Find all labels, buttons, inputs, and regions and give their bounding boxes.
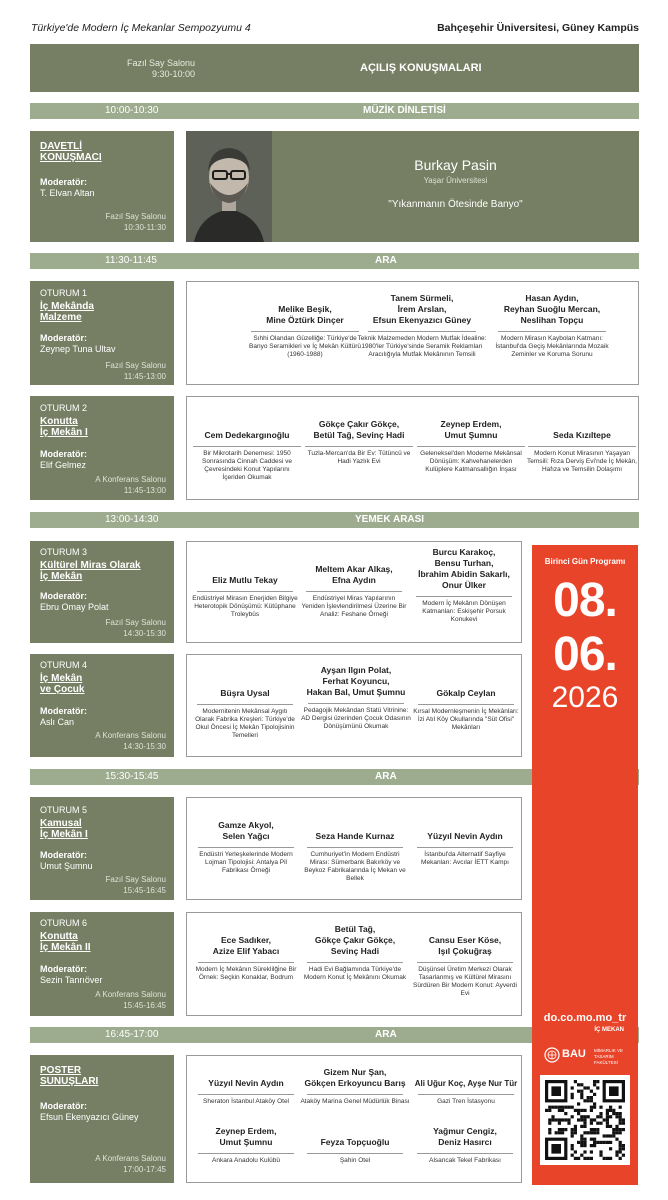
session-talks — [186, 654, 522, 757]
poster-authors: Yüzyıl Nevin Aydın — [208, 1078, 284, 1088]
talk-speakers: Ayşan Ilgın Polat, Ferhat Koyuncu, Hakan Bal, Umut Şumnu — [306, 665, 406, 697]
talk-title: Cumhuriyet'in Modern Endüstri Mirası: Sümerbank Bakırköy ve Beykoz Fabrikalarında İç Mekan ve Bellek — [304, 851, 406, 882]
poster-authors: Gizem Nur Şan, Gökçen Erkoyuncu Barış — [304, 1067, 406, 1088]
session-venue: A Konferans Salonu — [95, 475, 166, 484]
talk-title: Kırsal Modernleşmenin İç Mekânları: İzi Atıl Köy Okullarında "Süt Ofisi" Mekânları — [413, 708, 519, 731]
talk-divider — [305, 446, 413, 447]
keynote-info — [30, 131, 174, 242]
session-title-1: Konutta — [40, 416, 78, 427]
event-venue: Bahçeşehir Üniversitesi, Güney Kampüs — [437, 22, 639, 34]
keynote-moderator-label: Moderatör: — [40, 177, 87, 187]
music-time: 10:00-10:30 — [105, 105, 159, 116]
faculty-name — [594, 1048, 632, 1066]
session-moderator: Ebru Omay Polat — [40, 602, 109, 612]
session-time: 11:45-13:00 — [123, 486, 166, 495]
poster-item — [192, 1078, 300, 1106]
session-time: 14:30-15:30 — [123, 629, 166, 638]
poster-venue: A Konferans Salonu — [95, 1154, 166, 1163]
date-month: 06. — [553, 628, 617, 681]
session-venue-time — [95, 730, 166, 752]
talk-speakers: Eliz Mutlu Tekay — [212, 575, 278, 585]
talk-title: Düşünsel Üretim Merkezi Olarak Tasarlanmış ve Kültürel Mirasını Sürdüren Bir Modern Konut: Ayverdi Evi — [413, 966, 517, 997]
talk-title: Modernitenin Mekânsal Aygıtı Olarak Fabrika Kreşleri: Türkiye'de Okul Öncesi İç Mekân Tipolojisinin Temelleri — [195, 708, 295, 739]
break-label: ARA — [375, 771, 397, 782]
talk-speakers: Gökçe Çakır Gökçe, Betül Tağ, Sevinç Hadi — [313, 419, 405, 440]
talk-speakers: Tanem Sürmeli, İrem Arslan, Efsun Ekenyazıcı Güney — [372, 293, 472, 325]
speaker-portrait-icon — [186, 131, 272, 242]
break-time: 11:30-11:45 — [105, 255, 157, 266]
talk-title: Hadi Evi Bağlamında Türkiye'de Modern Konut İç Mekânını Okumak — [303, 966, 407, 981]
talk-speakers: Meltem Akar Alkaş, Efna Aydın — [315, 564, 393, 585]
session-time: 15:45-16:45 — [123, 886, 166, 895]
talk-divider — [198, 847, 294, 848]
session-venue: Fazıl Say Salonu — [105, 618, 166, 627]
qr-code[interactable] — [540, 1075, 630, 1165]
break-band — [30, 253, 639, 269]
poster-venue-time — [95, 1153, 166, 1175]
talk-divider — [307, 962, 403, 963]
session-venue-time — [106, 617, 166, 639]
talk-divider — [418, 704, 514, 705]
talk-divider — [417, 962, 513, 963]
opening-venue: Fazıl Say Salonu — [126, 58, 195, 68]
talk-title: Modern Konut Mirasının Yaşayan Temsili: Rıza Derviş Evi'nde İç Mekân, Hafıza ve Temsilin Dolaşımı — [527, 450, 637, 473]
poster-item — [301, 1137, 409, 1165]
poster-title: Şahin Otel — [339, 1157, 371, 1164]
event-title: Türkiye'de Modern İç Mekanlar Sempozyumu 4 — [31, 22, 251, 34]
talk-title: Geleneksel'den Moderne Mekânsal Dönüşüm: Kahvehanelerden Kulüplere Katmansallığın İnşası — [420, 450, 522, 473]
talk-title: Bir Mikrotarih Denemesi: 1950 Sonrasında Cinnah Caddesi ve Çevresindeki Konut Yapılarını İçeriden Okumak — [202, 450, 292, 481]
poster-item — [411, 1126, 519, 1165]
session-label: OTURUM 6 — [40, 918, 87, 928]
talk-divider — [198, 962, 294, 963]
keynote-venue-time — [106, 211, 166, 233]
opening-title: AÇILIŞ KONUŞMALARI — [360, 62, 482, 74]
poster-item — [411, 1078, 521, 1106]
talk — [245, 304, 365, 359]
session-label: OTURUM 2 — [40, 403, 87, 413]
session-info — [30, 396, 174, 500]
talk-speakers: Betül Tağ, Gökçe Çakır Gökçe, Sevinç Hadi — [314, 924, 396, 956]
poster-divider — [418, 1094, 514, 1095]
session-info — [30, 654, 174, 757]
talk-speakers: Büşra Uysal — [220, 688, 270, 698]
talk-divider — [417, 847, 513, 848]
talk-speakers: Cem Dedekargınoğlu — [204, 430, 290, 440]
poster-title: Gazi Tren İstasyonu — [437, 1098, 495, 1105]
talk-divider — [417, 446, 525, 447]
talk-speakers: Hasan Aydın, Reyhan Suoğlu Mercan, Neslihan Topçu — [503, 293, 601, 325]
poster-divider — [198, 1094, 294, 1095]
talk — [409, 547, 519, 624]
break-label: ARA — [375, 1029, 397, 1040]
talk — [487, 293, 617, 359]
talk — [301, 665, 411, 731]
talk — [301, 564, 407, 619]
talk — [413, 688, 519, 732]
opening-block — [30, 44, 639, 92]
talk-divider — [197, 591, 293, 592]
keynote-talk: "Yıkanmanın Ötesinde Banyo" — [388, 199, 523, 210]
keynote-block — [186, 131, 639, 242]
program-label: Birinci Gün Programı — [544, 557, 626, 566]
session-moderator: Sezin Tanrıöver — [40, 975, 103, 985]
keynote-time: 10:30-11:30 — [123, 223, 166, 232]
talk-divider — [193, 446, 301, 447]
talk-speakers: Burcu Karakoç, Bensu Turhan, İbrahim Abidin Sakarlı, Onur Ülker — [418, 547, 510, 590]
docomomo-subtitle: İÇ MEKAN — [594, 1027, 624, 1033]
talk — [192, 688, 298, 740]
talk — [192, 575, 298, 619]
session-moderator-label: Moderatör: — [40, 449, 87, 459]
session-time: 15:45-16:45 — [123, 1001, 166, 1010]
talk-title: Tuzla-Mercan'da Bir Ev: Tütüncü ve Hadi Yazlık Evi — [307, 450, 411, 465]
session-talks — [186, 912, 522, 1016]
poster-title-1: POSTER — [40, 1065, 82, 1076]
keynote-affiliation: Yaşar Üniversitesi — [423, 176, 488, 185]
talk-speakers: Melike Beşik, Mine Öztürk Dinçer — [266, 304, 344, 325]
poster-title: Alsancak Tekel Fabrikası — [429, 1157, 501, 1164]
poster-authors: Ali Uğur Koç, Ayşe Nur Tür — [414, 1079, 518, 1088]
poster-authors: Zeynep Erdem, Umut Şumnu — [215, 1126, 277, 1147]
session-venue: Fazıl Say Salonu — [105, 361, 166, 370]
keynote-label-1: DAVETLİ — [40, 141, 83, 152]
session-title-2: ve Çocuk — [40, 684, 85, 695]
talk-title: Endüstriyel Miras Yapılarının Yeniden İşlevlendirilmesi Üzerine Bir Analiz: Feshane Örneği — [301, 595, 407, 618]
session-venue-time — [95, 474, 166, 496]
poster-divider — [417, 1153, 513, 1154]
poster-divider — [198, 1153, 294, 1154]
session-title-1: Konutta — [40, 931, 78, 942]
talk — [357, 293, 487, 359]
poster-title: Sheraton İstanbul Ataköy Otel — [203, 1098, 289, 1105]
talk-title: Sıhhi Olandan Güzelliğe: Türkiye'de Banyo Seramikleri ve İç Mekân Kültürü (1960-1988) — [249, 335, 361, 358]
opening-time: 9:30-10:00 — [151, 69, 195, 79]
session-info — [30, 281, 174, 385]
talk — [192, 935, 300, 982]
session-title-2: İç Mekân — [40, 571, 83, 582]
bau-logo — [542, 1045, 632, 1067]
session-talks — [186, 396, 639, 500]
break-time: 15:30-15:45 — [105, 771, 159, 782]
session-moderator-label: Moderatör: — [40, 850, 87, 860]
bau-wordmark: BAU — [562, 1048, 586, 1060]
session-label: OTURUM 5 — [40, 805, 87, 815]
keynote-label-2: KONUŞMACI — [40, 152, 102, 163]
session-info — [30, 797, 174, 900]
session-title-2: İç Mekân I — [40, 829, 88, 840]
talk-divider — [528, 446, 636, 447]
session-title-1: İç Mekânda — [40, 301, 94, 312]
keynote-venue: Fazıl Say Salonu — [105, 212, 166, 221]
talk — [192, 820, 300, 875]
session-venue-time — [95, 989, 166, 1011]
talk-divider — [368, 331, 476, 332]
poster-list — [186, 1055, 522, 1183]
talk-divider — [308, 703, 404, 704]
faculty-line-2: TASARIM FAKÜLTESİ — [594, 1054, 618, 1065]
keynote-moderator: T. Elvan Altan — [40, 188, 95, 198]
session-moderator: Zeynep Tuna Ultav — [40, 344, 116, 354]
talk-divider — [416, 596, 512, 597]
talk-title: İstanbul'da Alternatif Sayfiye Mekanları: Avcılar İETT Kampı — [421, 851, 509, 866]
talk-speakers: Seda Kızıltepe — [553, 430, 611, 440]
session-label: OTURUM 3 — [40, 547, 87, 557]
session-moderator-label: Moderatör: — [40, 333, 87, 343]
talk-title: Endüstriyel Mirasın Enerjiden Bilgiye Heterotopik Dönüşümü: Kütüphane Troleybüs — [192, 595, 298, 618]
session-title-1: Kamusal — [40, 818, 82, 829]
poster-time: 17:00-17:45 — [123, 1165, 166, 1174]
session-title-2: İç Mekân I — [40, 427, 88, 438]
talk-speakers: Yüzyıl Nevin Aydın — [427, 831, 503, 841]
qr-code-icon — [540, 1075, 630, 1165]
session-venue-time — [106, 360, 166, 382]
poster-authors: Yağmur Cengiz, Deniz Hasırcı — [433, 1126, 497, 1147]
date-day: 08. — [553, 574, 617, 627]
talk-divider — [251, 331, 359, 332]
talk — [304, 419, 414, 466]
talk-divider — [197, 704, 293, 705]
talk-title: Modern İç Mekânın Dönüşen Katmanları: Eskişehir Porsuk Konukevi — [422, 600, 506, 623]
session-talks — [186, 797, 522, 900]
poster-moderator-label: Moderatör: — [40, 1101, 87, 1111]
session-info — [30, 912, 174, 1016]
talk — [192, 430, 302, 482]
talk — [301, 924, 409, 982]
session-venue: A Konferans Salonu — [95, 990, 166, 999]
poster-title: Ankara Anadolu Kulübü — [212, 1157, 280, 1164]
session-venue-time — [106, 874, 166, 896]
session-moderator-label: Moderatör: — [40, 591, 87, 601]
session-venue: A Konferans Salonu — [95, 731, 166, 740]
session-title-1: Kültürel Miras Olarak — [40, 560, 141, 571]
talk — [301, 831, 409, 883]
poster-divider — [307, 1094, 403, 1095]
talk-divider — [306, 591, 402, 592]
keynote-speaker: Burkay Pasin — [414, 157, 497, 173]
talk — [411, 935, 519, 998]
talk-speakers: Gamze Akyol, Selen Yağcı — [218, 820, 274, 841]
talk-divider — [307, 847, 403, 848]
poster-divider — [307, 1153, 403, 1154]
talk-speakers: Cansu Eser Köse, Işıl Çokuğraş — [428, 935, 502, 956]
poster-authors: Feyza Topçuoğlu — [320, 1137, 390, 1147]
music-label: MÜZİK DİNLETİSİ — [363, 105, 446, 116]
session-title-1: İç Mekân — [40, 673, 83, 684]
bau-seal-icon — [544, 1047, 560, 1063]
poster-info — [30, 1055, 174, 1183]
session-venue: Fazıl Say Salonu — [105, 875, 166, 884]
session-moderator-label: Moderatör: — [40, 706, 87, 716]
talk-title: Modern Mirasın Kaybolan Katmanı: İstanbul'da Geçiş Mekânlarında Mozaik Zeminler ve Koruma Sorunu — [495, 335, 609, 358]
session-label: OTURUM 1 — [40, 288, 87, 298]
talk-title: Teknik Malzemeden Modern Mutfak İdealine: 1980'ler Türkiye'sinde Seramik Reklamları Aracılığıyla Mutfak Mekânının Temsili — [357, 335, 487, 358]
talk — [416, 419, 526, 474]
break-band — [30, 512, 639, 528]
session-time: 14:30-15:30 — [123, 742, 166, 751]
talk-title: Pedagojik Mekândan Statü Vitrinine: AD Dergisi üzerinden Çocuk Odasının Dönüşümünü Okumak — [301, 707, 411, 730]
speaker-photo — [186, 131, 272, 242]
session-time: 11:45-13:00 — [123, 372, 166, 381]
session-title-2: İç Mekân II — [40, 942, 91, 953]
talk-speakers: Seza Hande Kurnaz — [315, 831, 395, 841]
session-info — [30, 541, 174, 643]
poster-item — [299, 1067, 411, 1106]
poster-moderator: Efsun Ekenyazıcı Güney — [40, 1112, 139, 1122]
poster-item — [192, 1126, 300, 1165]
break-label: ARA — [375, 255, 397, 266]
session-talks — [186, 541, 522, 643]
break-time: 13:00-14:30 — [105, 514, 159, 525]
date-sidebar — [532, 545, 638, 1185]
poster-title: Ataköy Marina Genel Müdürlük Binası — [300, 1098, 410, 1105]
talk-speakers: Ece Sadıker, Azize Elif Yabacı — [212, 935, 280, 956]
talk — [527, 430, 637, 474]
talk — [411, 831, 519, 867]
session-moderator: Umut Şumnu — [40, 861, 93, 871]
break-time: 16:45-17:00 — [105, 1029, 159, 1040]
talk-divider — [498, 331, 606, 332]
break-label: YEMEK ARASI — [355, 514, 425, 525]
session-title-2: Malzeme — [40, 312, 82, 323]
session-talks — [186, 281, 639, 385]
talk-speakers: Gökalp Ceylan — [436, 688, 496, 698]
talk-speakers: Zeynep Erdem, Umut Şumnu — [440, 419, 502, 440]
session-moderator: Aslı Can — [40, 717, 75, 727]
talk-title: Modern İç Mekânın Süreklilği̇ne Bir Örnek: Seçkin Konaklar, Bodrum — [195, 966, 297, 981]
opening-venue-time — [70, 58, 195, 80]
talk-title: Endüstri Yerleşkelerinde Modern Lojman Tipolojisi: Antalya Pil Fabrikası Örneği — [199, 851, 293, 874]
date-year: 2026 — [551, 681, 619, 714]
session-label: OTURUM 4 — [40, 660, 87, 670]
faculty-line-1: MİMARLIK VE — [594, 1048, 624, 1053]
music-band — [30, 103, 639, 119]
poster-title-2: SUNUŞLARI — [40, 1076, 99, 1087]
session-moderator: Elif Gelmez — [40, 460, 87, 470]
docomomo-logo: do.co.mo.mo_tr — [543, 1012, 627, 1024]
session-moderator-label: Moderatör: — [40, 964, 87, 974]
